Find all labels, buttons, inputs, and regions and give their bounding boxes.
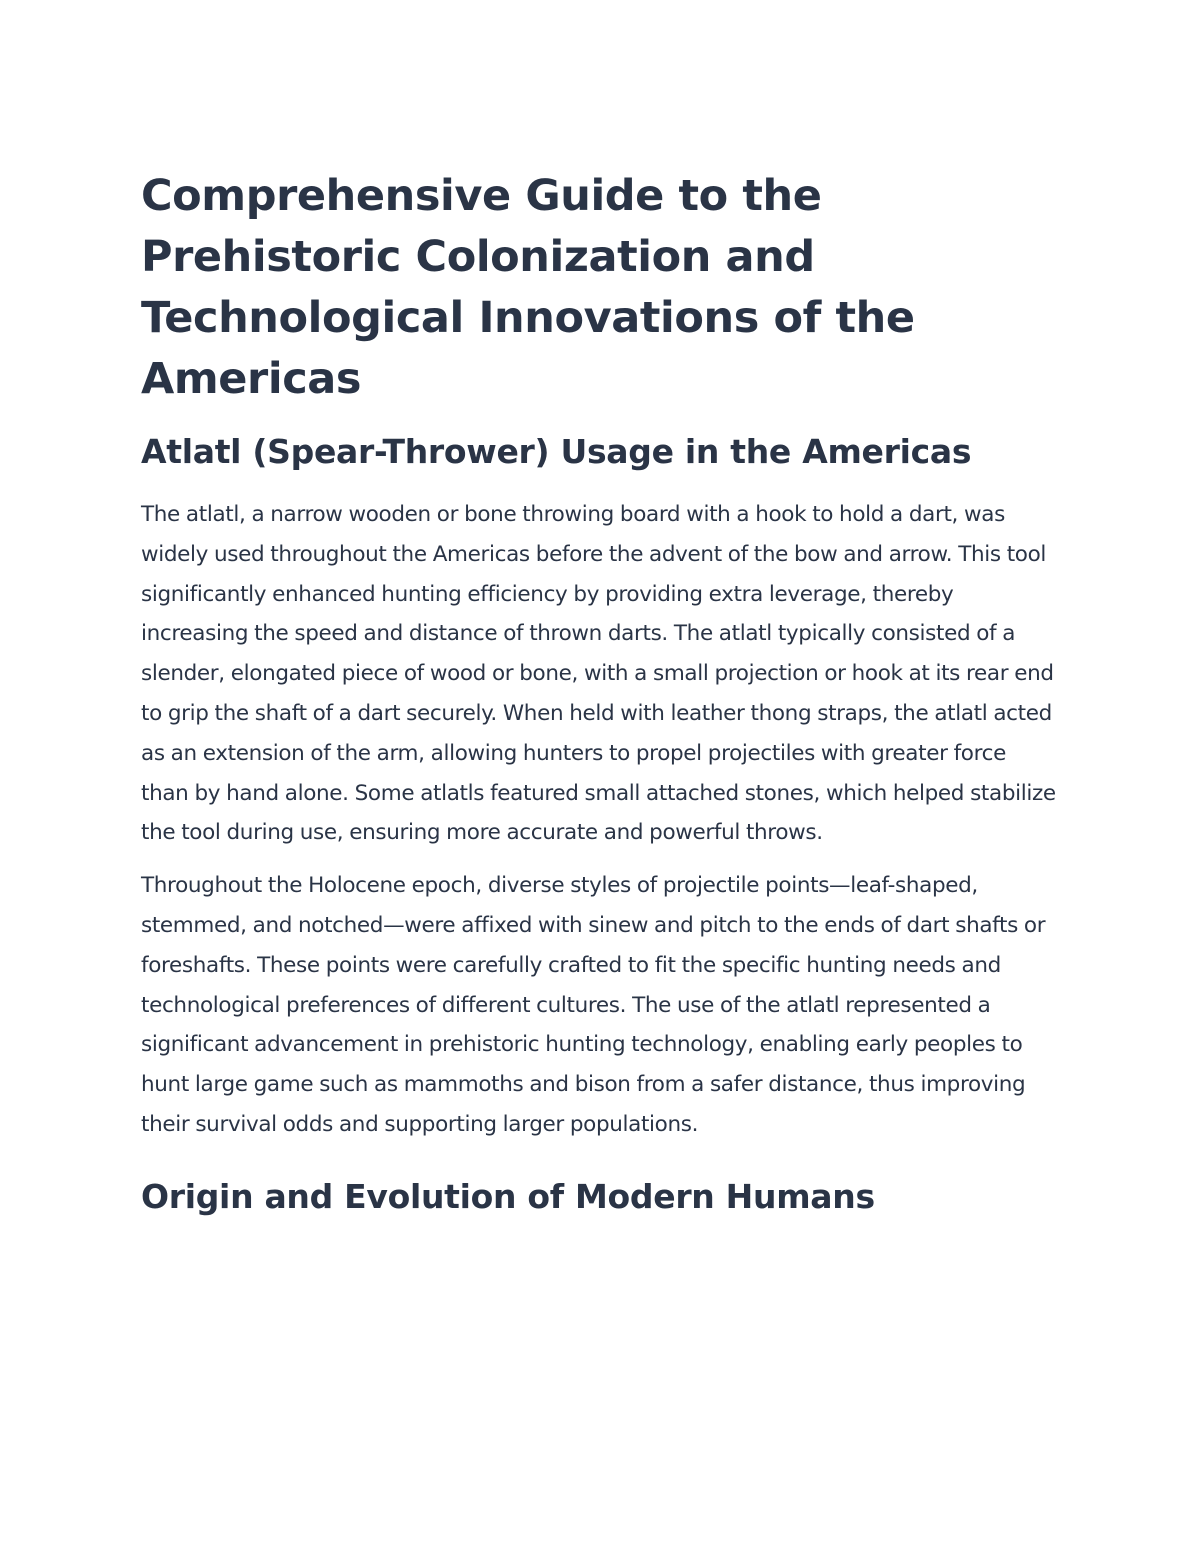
section-heading-atlatl: Atlatl (Spear-Thrower) Usage in the Americas <box>141 432 972 471</box>
section-heading-modern-humans: Origin and Evolution of Modern Humans <box>141 1176 875 1216</box>
paragraph-atlatl-description: The atlatl, a narrow wooden or bone throwing board with a hook to hold a dart, was widely used throughout the Americas before the advent of the bow and arrow. This tool significantly enhanced hunting efficiency by providing extra leverage, thereby increasing the speed and distance of thrown darts. The atlatl typically consisted of a slender, elongated piece of wood or bone, with a small projection or hook at its rear end to grip the shaft of a dart securely. When held with leather thong straps, the atlatl acted as an extension of the arm, allowing hunters to propel projectiles with greater force than by hand alone. Some atlatls featured small attached stones, which helped stabilize the tool during use, ensuring more accurate and powerful throws. <box>141 502 1056 846</box>
document-page <box>141 166 1056 1219</box>
document-title: Comprehensive Guide to the Prehistoric Colonization and Technological Innovations of the Americas <box>141 171 915 404</box>
paragraph-projectile-points: Throughout the Holocene epoch, diverse styles of projectile points—leaf-shaped, stemmed, and notched—were affixed with sinew and pitch to the ends of dart shafts or foreshafts. These points were carefully crafted to fit the specific hunting needs and technological preferences of different cultures. The use of the atlatl represented a significant advancement in prehistoric hunting technology, enabling early peoples to hunt large game such as mammoths and bison from a safer distance, thus improving their survival odds and supporting larger populations. <box>141 873 1046 1137</box>
